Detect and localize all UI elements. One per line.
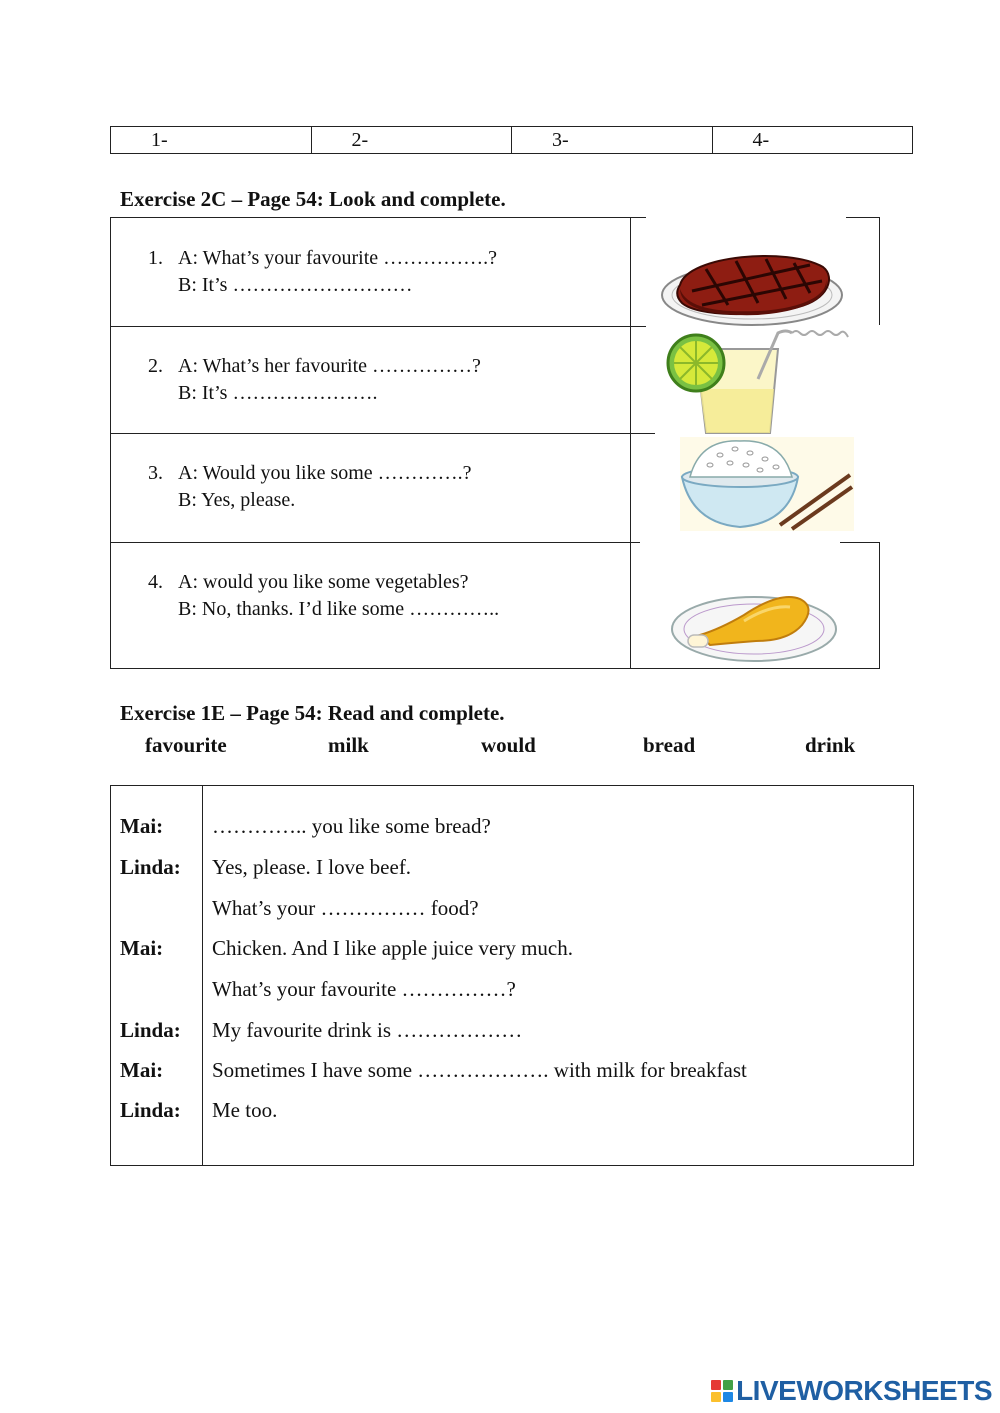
dialogue-row [111,806,911,846]
ex2c-line [840,542,880,543]
chicken-leg-icon [670,585,840,665]
dialogue-line: Chicken. And I like apple juice very much. [212,936,573,960]
question-4 [148,569,499,623]
ex2c-line [670,668,880,669]
question-line-b: B: Yes, please. [178,489,296,511]
logo-square [711,1392,721,1402]
question-line-a[interactable]: A: Would you like some ………….? [178,462,472,484]
ex2c-line [110,433,655,434]
rice-bowl-icon [680,437,854,531]
answer-cell-3[interactable]: 3- [512,127,713,153]
exercise-2c-table [110,217,881,669]
logo-text: LIVEWORKSHEETS [736,1375,992,1406]
answer-cell-1[interactable]: 1- [111,127,312,153]
answer-cell-2[interactable]: 2- [312,127,513,153]
speaker-label: Linda: [120,1098,181,1122]
ex2c-line [110,326,646,327]
dialogue-row [111,847,911,887]
dialogue-row [111,928,911,968]
word-bank-item[interactable]: bread [643,733,696,757]
dialogue-row [111,1090,911,1130]
question-number: 2. [148,355,163,377]
dialogue-row [111,1010,911,1050]
dialogue-line[interactable]: What’s your favourite ……………? [212,977,516,1001]
question-line-a: A: would you like some vegetables? [178,571,469,593]
speaker-label: Mai: [120,1058,164,1082]
question-line-b[interactable]: B: It’s ……………………… [178,274,413,296]
word-bank-item[interactable]: milk [328,733,369,757]
question-number: 4. [148,571,163,593]
question-line-a[interactable]: A: What’s her favourite ……………? [178,355,481,377]
ex2c-right-border [879,217,880,325]
word-bank-item[interactable]: drink [805,733,856,757]
ex2c-line [110,668,670,669]
question-2 [148,353,481,407]
dialogue-row [111,888,911,928]
dialogue-line[interactable]: My favourite drink is ……………… [212,1018,523,1042]
dialogue-line[interactable]: ………….. you like some bread? [212,814,491,838]
dialogue-table [110,785,914,1166]
ex2c-line [846,217,880,218]
speaker-label: Mai: [120,814,164,838]
ex2c-line [110,217,646,218]
logo-square [711,1380,721,1390]
ex2c-line [110,542,640,543]
question-line-b[interactable]: B: No, thanks. I’d like some ………….. [178,598,500,620]
logo-icon [711,1380,733,1402]
question-1 [148,245,497,299]
dialogue-line: Yes, please. I love beef. [212,855,412,879]
answer-cell-4[interactable]: 4- [752,129,770,151]
liveworksheets-logo [711,1375,992,1407]
question-line-a[interactable]: A: What’s your favourite …………….? [178,247,498,269]
dialogue-line[interactable]: Sometimes I have some ………………. with milk for breakfast [212,1058,747,1082]
question-number: 1. [148,247,163,269]
ex2c-right-border [879,542,880,669]
word-bank-item[interactable]: favourite [145,733,227,757]
dialogue-line: Me too. [212,1098,278,1122]
word-bank-item[interactable]: would [481,733,536,757]
speaker-label: Linda: [120,1018,181,1042]
exercise-1e-title: Exercise 1E – Page 54: Read and complete. [120,701,505,725]
logo-square [723,1392,733,1402]
speaker-label: Mai: [120,936,164,960]
question-line-b[interactable]: B: It’s …………………. [178,382,378,404]
steak-icon [658,245,848,329]
question-3 [148,460,472,514]
logo-square [723,1380,733,1390]
exercise-2c-title: Exercise 2C – Page 54: Look and complete. [120,187,506,211]
dialogue-row [111,969,911,1009]
dialogue-row [111,1050,911,1090]
dialogue-line[interactable]: What’s your …………… food? [212,896,479,920]
speaker-label: Linda: [120,855,181,879]
question-number: 3. [148,462,163,484]
lemonade-icon [666,329,852,437]
answer-row [110,126,913,154]
